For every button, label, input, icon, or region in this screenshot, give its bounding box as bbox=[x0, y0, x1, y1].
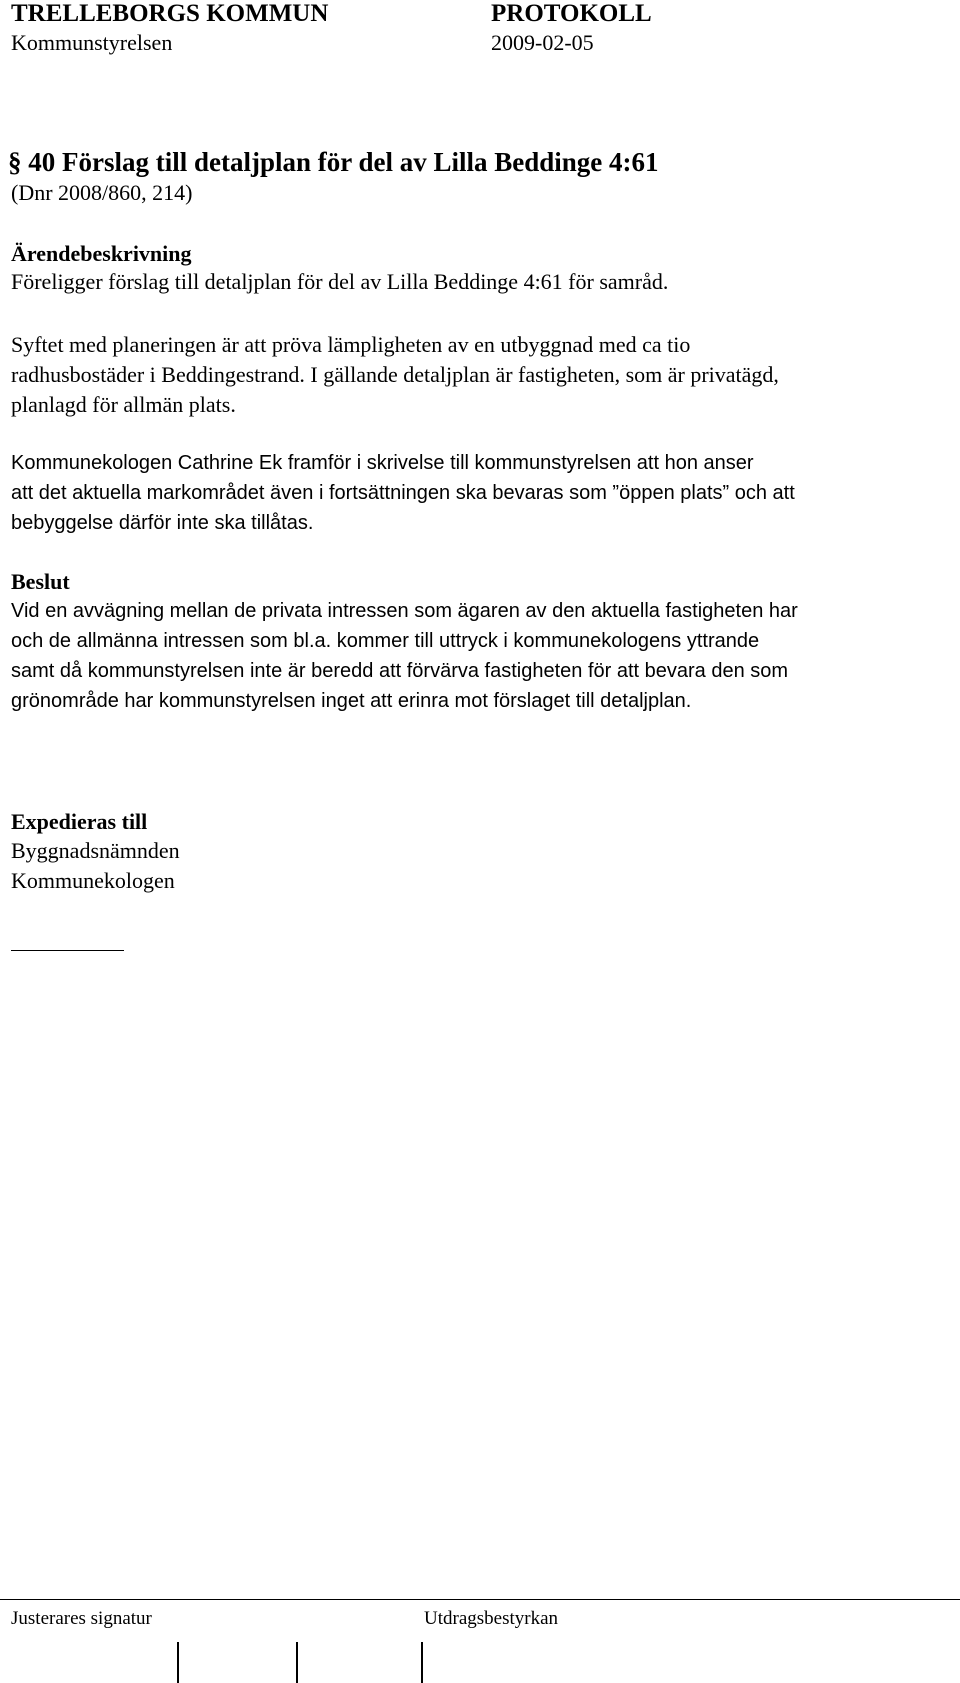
text-line: och de allmänna intressen som bl.a. kommer till uttryck i kommunekologens yttrande bbox=[11, 630, 760, 652]
case-line-1: Föreligger förslag till detaljplan för del av Lilla Beddinge 4:61 för samråd. bbox=[11, 269, 669, 294]
section-title bbox=[8, 146, 659, 178]
decision-paragraph bbox=[11, 596, 956, 716]
signature-box-divider bbox=[177, 1642, 179, 1683]
signature-label: Justerares signatur bbox=[11, 1608, 152, 1629]
text-line: planlagd för allmän plats. bbox=[11, 392, 236, 417]
meeting-date: 2009-02-05 bbox=[491, 30, 594, 55]
case-paragraph-purpose bbox=[11, 330, 956, 420]
text-line: Syftet med planeringen är att pröva lämpligheten av en utbyggnad med ca tio bbox=[11, 332, 691, 357]
dispatch-heading: Expedieras till bbox=[11, 809, 148, 834]
committee-name: Kommunstyrelsen bbox=[11, 30, 173, 55]
case-paragraph-ecologist bbox=[11, 448, 956, 538]
signature-box-divider bbox=[421, 1642, 423, 1683]
dispatch-recipient: Byggnadsnämnden bbox=[11, 838, 180, 863]
text-line: samt då kommunstyrelsen inte är beredd att förvärva fastigheten för att bevara den som bbox=[11, 660, 789, 682]
text-line: Vid en avvägning mellan de privata intressen som ägaren av den aktuella fastigheten har bbox=[11, 600, 798, 622]
document-type: PROTOKOLL bbox=[491, 0, 652, 27]
certification-label: Utdragsbestyrkan bbox=[424, 1608, 559, 1629]
paragraph-symbol: § bbox=[8, 147, 22, 177]
case-reference: (Dnr 2008/860, 214) bbox=[11, 180, 193, 205]
organization-name: TRELLEBORGS KOMMUN bbox=[11, 0, 329, 27]
text-line: att det aktuella markområdet även i fortsättningen ska bevaras som ”öppen plats” och att bbox=[11, 482, 795, 504]
section-title-text: 40 Förslag till detaljplan för del av Lilla Beddinge 4:61 bbox=[28, 147, 659, 177]
text-line: grönområde har kommunstyrelsen inget att erinra mot förslaget till detaljplan. bbox=[11, 690, 692, 712]
footer-divider bbox=[0, 1599, 960, 1600]
decision-heading: Beslut bbox=[11, 569, 70, 594]
case-heading: Ärendebeskrivning bbox=[11, 241, 192, 266]
text-line: radhusbostäder i Beddingestrand. I gällande detaljplan är fastigheten, som är privatägd, bbox=[11, 362, 779, 387]
closing-rule bbox=[11, 950, 124, 951]
dispatch-recipient: Kommunekologen bbox=[11, 868, 175, 893]
text-line: Kommunekologen Cathrine Ek framför i skrivelse till kommunstyrelsen att hon anser bbox=[11, 452, 754, 474]
signature-box-divider bbox=[296, 1642, 298, 1683]
text-line: bebyggelse därför inte ska tillåtas. bbox=[11, 512, 314, 534]
